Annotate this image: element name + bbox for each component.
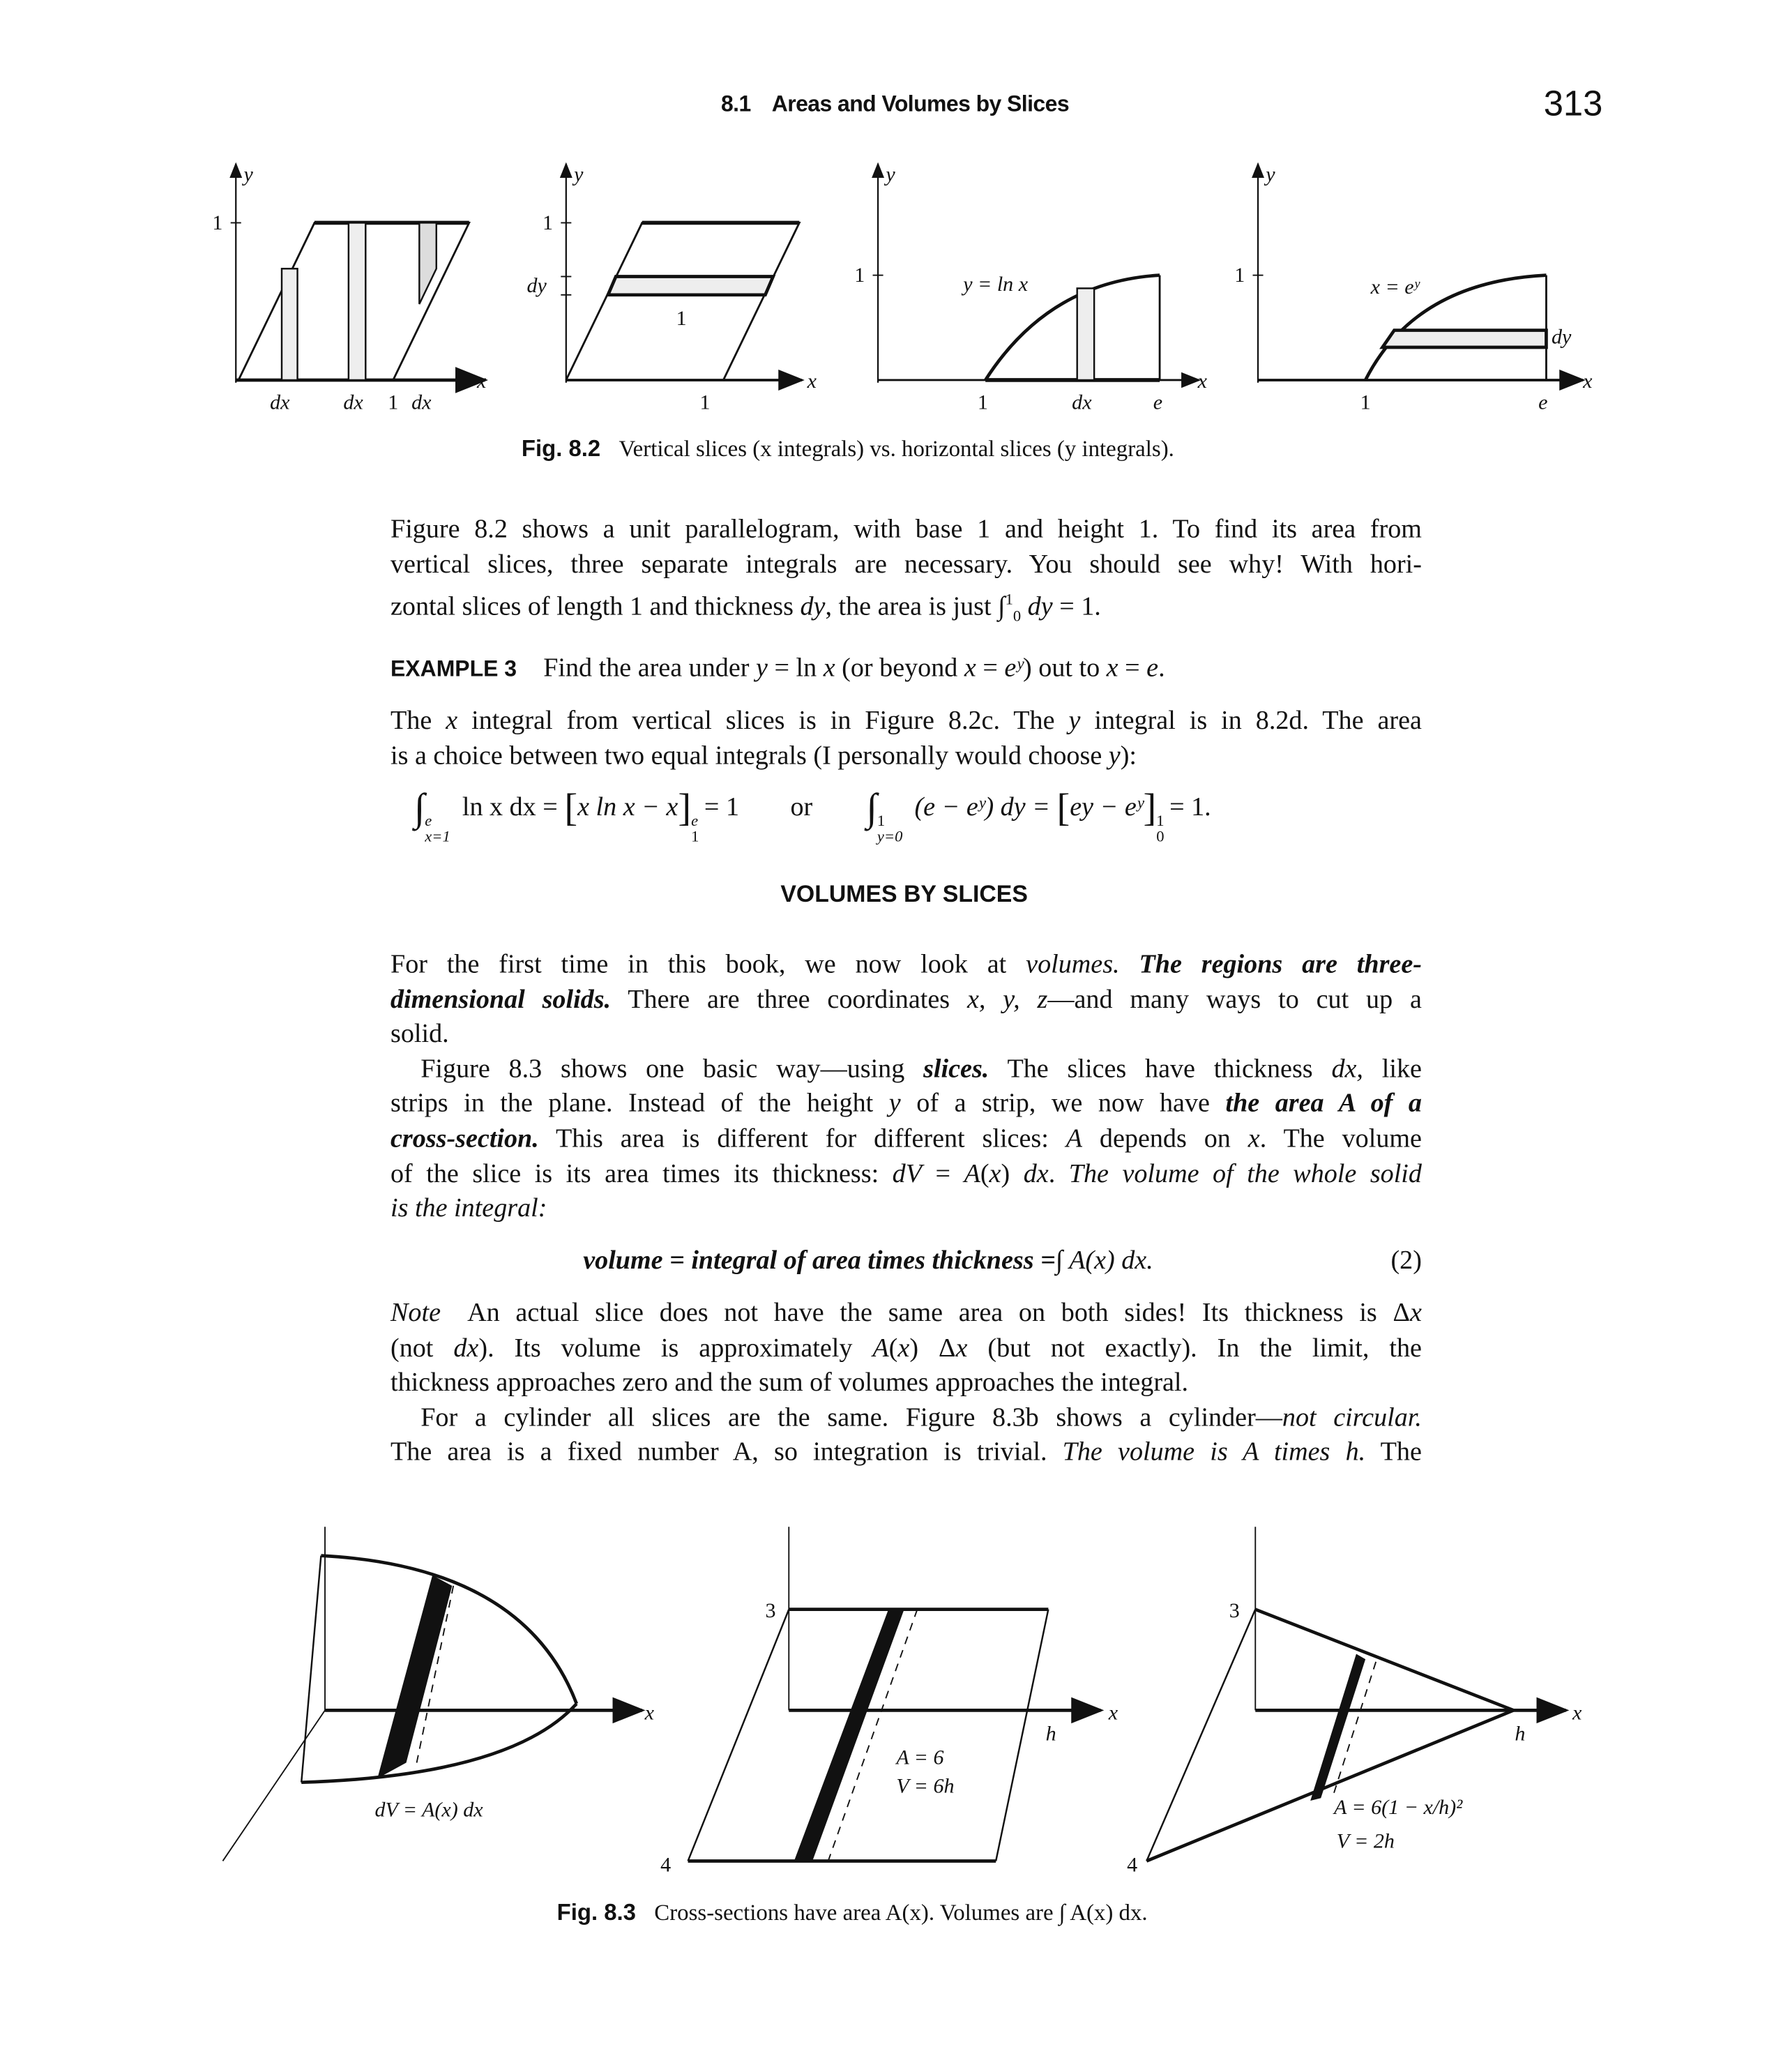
label-text: or — [790, 792, 813, 822]
fig83b-cylinder — [660, 1527, 1118, 1876]
text-run: integral is in 8.2d. The area — [1080, 706, 1422, 736]
fig82c-ln-x-vertical-slice — [854, 162, 1207, 414]
text-run: The volume of the whole solid — [1068, 1159, 1422, 1188]
section-heading: VOLUMES BY SLICES — [780, 880, 1028, 907]
text-run: ( — [888, 1333, 898, 1363]
label-text: A = 6 — [896, 1745, 944, 1769]
text-run: e — [1146, 653, 1159, 683]
text-line — [390, 1435, 1422, 1470]
fig83c-pyramid — [1127, 1527, 1582, 1876]
label-text: y=0 — [877, 826, 903, 846]
text-run: . — [1158, 653, 1165, 683]
text-run: x — [964, 653, 976, 683]
section-title: Areas and Volumes by Slices — [771, 91, 1070, 117]
text-run: x — [955, 1333, 968, 1363]
text-run: = ln — [767, 653, 824, 683]
text-line — [390, 1157, 1422, 1192]
text-run: dx, — [1331, 1054, 1363, 1084]
paragraph-parallelogram — [390, 513, 1422, 626]
text-run: dx — [453, 1333, 479, 1363]
dv-label: dV = A(x) dx — [374, 1797, 483, 1822]
text-line — [390, 983, 1422, 1018]
text-run: thickness approaches zero and the sum of volumes approaches the integral. — [390, 1368, 1189, 1398]
figure-8-2-caption — [522, 435, 1174, 462]
label-text: [ — [1056, 786, 1070, 830]
label-text: [ — [564, 786, 578, 830]
text-line — [390, 1087, 1422, 1122]
text-line — [390, 547, 1422, 582]
label-text — [1156, 812, 1164, 844]
text-run: vertical slices, three separate integrals are necessary. You should see why! With hori- — [390, 550, 1422, 579]
label-text: x — [1197, 369, 1207, 393]
tick-label: 1 — [388, 390, 399, 414]
text-run: the area A of a — [1225, 1089, 1422, 1119]
text-run: ) out to — [1023, 653, 1107, 683]
text-run: x — [1247, 1124, 1260, 1154]
label-text — [691, 812, 699, 844]
label-text: 0 — [1156, 826, 1165, 846]
text-run: strips in the plane. Instead of the height — [390, 1089, 889, 1119]
text-run: ) — [1001, 1159, 1024, 1188]
figure-8-3-caption — [557, 1899, 1148, 1926]
figure-8-3 — [0, 1507, 1790, 1900]
label-text: volume = integral of area times thickness = — [583, 1246, 1056, 1276]
text-run: = 1. — [1052, 592, 1101, 622]
text-run: dy — [800, 592, 826, 622]
label-text: 4 — [1127, 1852, 1138, 1877]
text-run: of the slice is its area times its thickness: — [390, 1159, 893, 1188]
text-line — [390, 1191, 1422, 1226]
text-line — [390, 1296, 1422, 1331]
text-run: Find the area under — [517, 653, 757, 683]
text-run: dx — [1023, 1159, 1049, 1188]
text-run: , so integration is trivial. — [752, 1438, 1063, 1467]
example-3 — [390, 651, 1422, 686]
label-text — [877, 812, 903, 844]
x-axis-label: x — [477, 369, 487, 393]
label-text: V = 6h — [896, 1774, 955, 1798]
text-run: volumes. — [1026, 950, 1120, 979]
text-run: slices. — [923, 1054, 989, 1084]
label-text — [425, 812, 450, 844]
text-run: 0 — [1012, 607, 1022, 626]
text-run: For a cylinder all slices are the same. Figure 8.3b shows a cylinder— — [420, 1403, 1282, 1432]
text-run: y — [756, 653, 768, 683]
text-run: . The volume — [1259, 1124, 1422, 1154]
label-text: ln x dx = — [462, 792, 558, 822]
text-run: dy — [1027, 592, 1053, 622]
text-run: x — [989, 1159, 1001, 1188]
text-run: = — [1118, 653, 1147, 683]
text-run — [1021, 593, 1028, 621]
dx-label: dx — [411, 390, 432, 414]
text-run: Figure 8.3 shows one basic way—using — [420, 1054, 924, 1084]
fig82b-horizontal-slice-parallelogram — [526, 162, 817, 414]
text-line — [390, 704, 1422, 739]
text-run: . — [1048, 1159, 1069, 1188]
text-run: y — [1108, 741, 1121, 771]
text-line — [390, 1122, 1422, 1157]
label-text: h — [1045, 1721, 1056, 1746]
label-text: x — [807, 369, 817, 393]
label-text: 1 — [699, 390, 711, 414]
label-text: 1 — [1234, 263, 1245, 287]
text-run: = — [976, 653, 1005, 683]
label-text: A = 6(1 − x/h)² — [1334, 1794, 1463, 1819]
text-run: not circular. — [1282, 1403, 1422, 1432]
label-text: e — [425, 811, 432, 830]
label-text: x — [644, 1700, 654, 1725]
caption-text: Cross-sections have area A(x). Volumes are ∫ A(x) dx. — [654, 1898, 1148, 1926]
label-text: e — [691, 811, 699, 830]
text-run: For the first time in this book, we now look at — [390, 950, 1026, 979]
text-run: (but not exactly). In the limit, the — [967, 1333, 1422, 1363]
text-run: x — [446, 706, 458, 736]
paragraph-volumes — [390, 948, 1422, 1227]
text-run: A — [732, 1438, 752, 1467]
text-run: solid. — [390, 1020, 449, 1049]
label-text: 1 — [854, 263, 865, 287]
text-run: ( — [980, 1159, 989, 1188]
text-run: zontal slices of length 1 and thickness — [390, 592, 801, 622]
label-text: y — [886, 162, 895, 186]
label-text: y — [1266, 162, 1275, 186]
fig82a-vertical-slices-parallelogram — [212, 162, 487, 414]
text-run: integral from vertical slices is in Figure 8.2c. The — [457, 706, 1069, 736]
label-text: ] — [1143, 786, 1157, 830]
text-line — [390, 1018, 1422, 1052]
text-run: EXAMPLE 3 — [390, 656, 517, 682]
text-run: x — [1409, 1299, 1422, 1328]
text-run: A — [872, 1333, 889, 1363]
label-text: ∫ A(x) dx. — [1055, 1246, 1153, 1276]
page-number: 313 — [1543, 84, 1603, 123]
text-run: The regions are three- — [1139, 950, 1422, 979]
label-text: = 1 — [704, 792, 740, 822]
label-text: ∫ — [414, 786, 425, 830]
text-run: , the area is just ∫ — [825, 592, 1006, 622]
text-run: The volume is A times h. — [1062, 1438, 1366, 1467]
text-line — [390, 513, 1422, 547]
caption-text: Vertical slices (x integrals) vs. horizontal slices (y integrals). — [619, 434, 1174, 462]
label-text: 1 — [1156, 811, 1165, 830]
label-text: x = eʸ — [1370, 274, 1420, 298]
text-run: An actual slice does not have the same area on both sides! Its thickness is Δ — [440, 1299, 1410, 1328]
label-text: y = ln x — [963, 272, 1029, 296]
y-axis-label: y — [243, 162, 253, 186]
label-text: x ln x − x — [577, 792, 678, 822]
text-run — [1120, 950, 1139, 978]
text-run: x — [823, 653, 835, 683]
label-text: (e − eʸ) dy = — [914, 792, 1050, 822]
label-text: dy — [1551, 324, 1572, 349]
text-line — [390, 1400, 1422, 1435]
text-line — [390, 1052, 1422, 1087]
section-number: 8.1 — [720, 91, 751, 117]
text-run: eʸ — [1004, 653, 1024, 683]
label-text: x=1 — [425, 826, 450, 846]
dx-label: dx — [343, 390, 363, 414]
text-run: (or beyond — [835, 653, 964, 683]
text-line — [390, 582, 1422, 626]
label-text: dy — [526, 273, 547, 298]
text-line — [390, 948, 1422, 983]
text-run: x — [1106, 653, 1118, 683]
text-run: (not — [390, 1333, 454, 1363]
text-run: y — [888, 1089, 901, 1119]
label-text: 1 — [977, 390, 988, 414]
label-text: ey − eʸ — [1070, 792, 1144, 822]
text-run: ) Δ — [909, 1333, 956, 1363]
figure-label: Fig. 8.2 — [521, 434, 601, 462]
text-run: ): — [1120, 741, 1137, 771]
label-text: 1 — [691, 826, 699, 846]
text-run: Figure 8.2 shows a unit parallelogram, with base 1 and height 1. To find its area from — [390, 515, 1422, 544]
figure-8-2 — [0, 0, 1790, 432]
tick-label: 1 — [212, 210, 223, 234]
label-text: y — [574, 162, 584, 186]
text-run: y — [1068, 706, 1081, 736]
label-text: 3 — [765, 1598, 776, 1622]
text-run: is the integral: — [390, 1194, 547, 1223]
text-run: is a choice between two equal integrals (I personally would choose — [390, 741, 1109, 771]
label-text: 1 — [877, 811, 886, 830]
equation-example-3 — [414, 786, 1211, 846]
text-run: —and many ways to cut up a — [1047, 985, 1422, 1014]
label-text: x — [1583, 369, 1593, 393]
label-text: ] — [678, 786, 692, 830]
text-run: 1 — [1005, 589, 1013, 609]
text-line — [390, 1331, 1422, 1366]
text-line — [390, 651, 1422, 686]
text-run: The area is a fixed number — [390, 1438, 733, 1467]
label-text: = 1. — [1169, 792, 1211, 822]
text-line — [390, 1366, 1422, 1400]
label-text: 1 — [542, 210, 554, 234]
label-text: dx — [1072, 390, 1092, 414]
text-run: x — [897, 1333, 910, 1363]
text-run: depends on — [1082, 1124, 1248, 1154]
label-text: 3 — [1229, 1598, 1240, 1622]
text-run: The — [1365, 1438, 1422, 1467]
label-text: x — [1572, 1700, 1582, 1725]
text-run: like — [1363, 1054, 1422, 1084]
label-text: 1 — [676, 306, 687, 331]
label-text: h — [1515, 1721, 1526, 1746]
fig83a-general-solid — [222, 1527, 654, 1861]
text-run: cross-section. — [390, 1124, 539, 1154]
text-run: = — [922, 1159, 964, 1188]
text-run: There are three coordinates — [611, 985, 967, 1014]
label-text: e — [1153, 390, 1163, 414]
text-run: dimensional solids. — [390, 985, 612, 1014]
equation-2 — [583, 1246, 1422, 1276]
paragraph-note — [390, 1296, 1422, 1471]
text-run: The slices have thickness — [989, 1054, 1332, 1084]
paragraph-example-3 — [390, 704, 1422, 773]
text-run: This area is different for different slices: — [538, 1124, 1066, 1154]
text-run: of a strip, we now have — [900, 1089, 1226, 1119]
label-text: e — [1538, 390, 1548, 414]
label-text: x — [1108, 1700, 1118, 1725]
dx-label: dx — [270, 390, 290, 414]
equation-number: (2) — [1390, 1246, 1422, 1276]
text-run: The — [390, 706, 446, 736]
label-text: ∫ — [866, 786, 877, 830]
label-text: 1 — [1360, 390, 1371, 414]
text-run: A — [1065, 1124, 1083, 1154]
label-text: V = 2h — [1336, 1829, 1395, 1853]
text-run: dV — [892, 1159, 923, 1188]
text-run: A — [964, 1159, 980, 1188]
text-run: x, y, z — [966, 985, 1048, 1014]
text-line — [390, 739, 1422, 773]
figure-label: Fig. 8.3 — [556, 1898, 636, 1926]
text-run: Note — [390, 1299, 441, 1328]
fig82d-exp-horizontal-slice — [1234, 162, 1593, 414]
label-text: 4 — [660, 1852, 672, 1877]
text-run: ). Its volume is approximately — [478, 1333, 873, 1363]
